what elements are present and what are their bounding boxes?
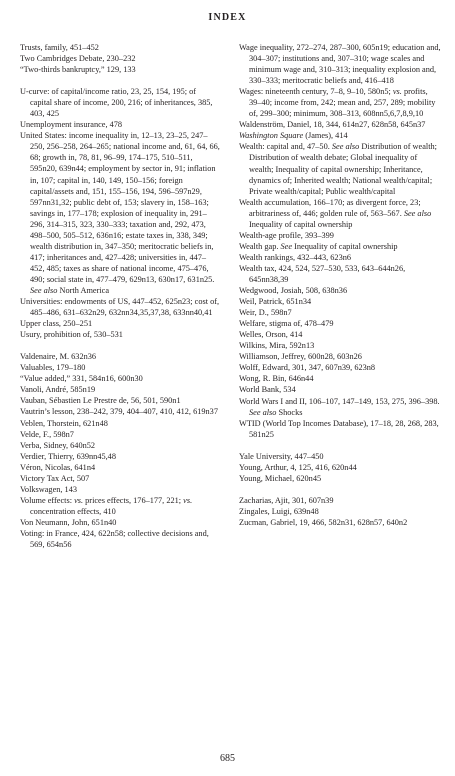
section-gap: [239, 440, 442, 451]
index-entry: Unemployment insurance, 478: [20, 120, 123, 130]
index-entry: Véron, Nicolas, 641n4: [20, 462, 96, 472]
index-entry: Upper class, 250–251: [20, 319, 93, 329]
index-entry: World Bank, 534: [239, 385, 296, 395]
page-number: 685: [220, 753, 235, 764]
index-entry: “Value added,” 331, 584n16, 600n30: [20, 374, 143, 384]
index-entry: Wealth tax, 424, 524, 527–530, 533, 643–644n26, 645nn38,39: [239, 263, 406, 284]
index-entry: Valuables, 179–180: [20, 363, 86, 373]
index-column-left: [20, 42, 220, 550]
index-entry: Volkswagen, 143: [20, 484, 78, 494]
index-entry: Von Neumann, John, 651n40: [20, 517, 117, 527]
index-entry: Verba, Sidney, 640n52: [20, 440, 96, 450]
index-entry: Zingales, Luigi, 639n48: [239, 506, 319, 516]
index-entry: Waldenström, Daniel, 18, 344, 614n27, 628n58, 645n37: [239, 120, 426, 130]
index-entry: Wealth rankings, 432–443, 623n6: [239, 252, 352, 262]
index-entry: Young, Michael, 620n45: [239, 473, 322, 483]
index-entry: Wealth accumulation, 166–170; as divergent force, 23; arbitrariness of, 446; golden rule of, 563–567. See also Inequality of capital ownership: [239, 197, 432, 229]
index-entry: Volume effects: vs. prices effects, 176–177, 221; vs. concentration effects, 410: [20, 495, 193, 516]
index-entry: Vauban, Sébastien Le Prestre de, 56, 501, 590n1: [20, 396, 181, 406]
index-entry: Wages: nineteenth century, 7–8, 9–10, 580n5; vs. profits, 39–40; income from, 242; mean and, 257, 289; mobility of, 299–300; minimum, 308–313, 608nn5,6,7,8,9,10: [239, 87, 436, 119]
index-entry: Welfare, stigma of, 478–479: [239, 319, 334, 329]
index-entry: Trusts, family, 451–452: [20, 43, 99, 52]
index-entry: “Two-thirds bankruptcy,” 129, 133: [20, 65, 136, 75]
index-entry: Williamson, Jeffrey, 600n28, 603n26: [239, 352, 362, 362]
index-entry: Wedgwood, Josiah, 508, 638n36: [239, 286, 348, 296]
index-entry: Wealth-age profile, 393–399: [239, 230, 334, 240]
index-entry: Zacharias, Ajit, 301, 607n39: [239, 495, 334, 505]
index-entry: Vautrin’s lesson, 238–242, 379, 404–407, 410, 412, 619n37: [20, 407, 218, 417]
index-column-right: [239, 42, 442, 528]
index-entry: Weir, D., 598n7: [239, 308, 292, 318]
index-entry: United States: income inequality in, 12–13, 23–25, 247–250, 256–258, 264–265; national income and, 61, 64, 66, 68; growth in, 78, 81, 96–99, 174–175, 510–511, 595n20, 639n44; employment by sector in, 91; inflation in, 107; capital in, 140, 149, 150–156; foreign capital/assets and, 151, 155–156, 194, 596–597n29, 597nn31,32; public debt of, 153; slavery in, 158–163; savings in, 177–178; explosion of inequality in, 291–296, 314–315, 323, 330–333; taxation and, 292, 473, 498–500, 505–512, 636n16; estate taxes in, 338, 349; wealth distribution in, 347–350; meritocratic beliefs in, 417; inheritances and, 427–428; universities in, 447–452, 485; taxes as share of national income, 475–476, 490; social state in, 477–479, 629n13, 630n17, 631n25. See also North America: [20, 131, 220, 295]
index-entry: Zucman, Gabriel, 19, 466, 582n31, 628n57, 640n2: [239, 517, 408, 527]
section-gap: [20, 75, 220, 86]
index-entry: Two Cambridges Debate, 230–232: [20, 54, 136, 64]
index-entry: Veblen, Thorstein, 621n48: [20, 418, 108, 428]
index-entry: Valdenaire, M. 632n36: [20, 352, 97, 362]
index-entry: Usury, prohibition of, 530–531: [20, 330, 123, 340]
index-entry: Wilkins, Mira, 592n13: [239, 341, 315, 351]
index-entry: Young, Arthur, 4, 125, 416, 620n44: [239, 462, 357, 472]
section-gap: [20, 340, 220, 351]
index-entry: WTID (World Top Incomes Database), 17–18, 28, 268, 283, 581n25: [239, 418, 439, 439]
section-gap: [239, 484, 442, 495]
index-entry: Yale University, 447–450: [239, 451, 324, 461]
page-header: INDEX: [208, 12, 247, 23]
index-entry: Wealth: capital and, 47–50. See also Distribution of wealth; Distribution of wealth debate; Global inequality of wealth; Inequality of capital ownership; Inheritance, dynamics of; Inherited wealth; National wealth/capital; Private wealth/capital; Public wealth/capital: [239, 142, 437, 196]
index-entry: Victory Tax Act, 507: [20, 473, 90, 483]
index-entry: Wage inequality, 272–274, 287–300, 605n19; education and, 304–307; institutions and, 307–310; wage scales and minimum wage and, 310–313; inequality explosion and, 330–333; meritocratic beliefs and, 416–418: [239, 43, 441, 86]
index-entry: Washington Square (James), 414: [239, 131, 348, 141]
index-entry: Verdier, Thierry, 639nn45,48: [20, 451, 116, 461]
index-entry: Wolff, Edward, 301, 347, 607n39, 623n8: [239, 363, 376, 373]
index-entry: Weil, Patrick, 651n34: [239, 297, 312, 307]
index-entry: Wealth gap. See Inequality of capital ownership: [239, 241, 398, 251]
index-entry: Velde, F., 598n7: [20, 429, 74, 439]
index-entry: Wong, R. Bin, 646n44: [239, 374, 314, 384]
index-entry: Welles, Orson, 414: [239, 330, 303, 340]
index-entry: U-curve: of capital/income ratio, 23, 25, 154, 195; of capital share of income, 200, 216; of inheritances, 385, 403, 425: [20, 87, 213, 119]
index-entry: Voting: in France, 424, 622n58; collective decisions and, 569, 654n56: [20, 528, 209, 550]
index-entry: Vanoli, André, 585n19: [20, 385, 96, 395]
index-entry: World Wars I and II, 106–107, 147–149, 153, 275, 396–398. See also Shocks: [239, 396, 440, 417]
index-entry: Universities: endowments of US, 447–452, 625n23; cost of, 485–486, 631–632n29, 632nn34,35,37,38, 633nn40,41: [20, 297, 220, 318]
